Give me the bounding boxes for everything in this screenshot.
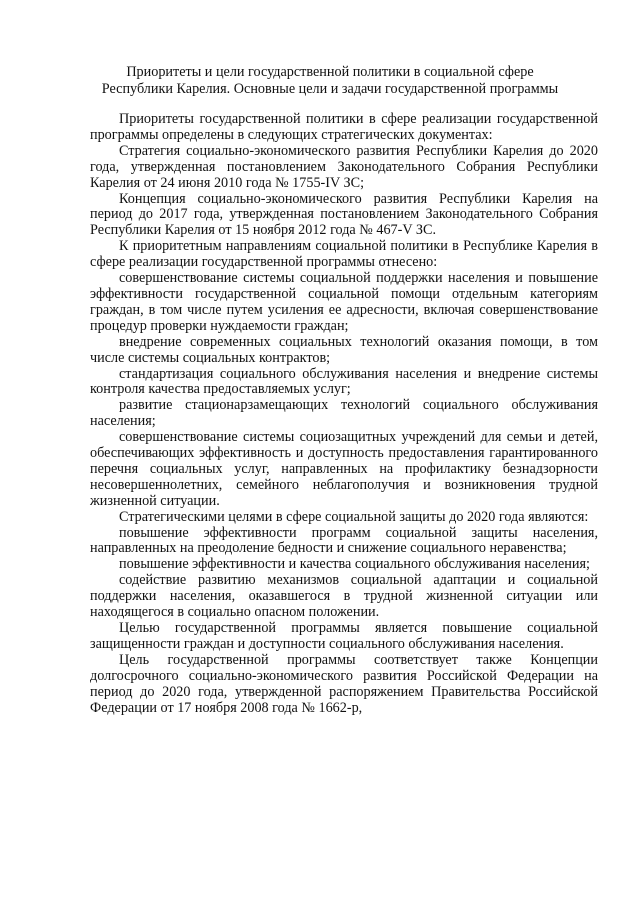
paragraph-social-institutions: совершенствование системы социозащитных учреждений для семьи и детей, обеспечивающих эффективность и доступность предоставления гарантированного перечня социальных услуг, направленных на профилактику безнадзорности несовершеннолетних, семейного неблагополучия и возникновения трудной жизненной ситуации. — [90, 429, 598, 509]
paragraph-adaptation-support: содействие развитию механизмов социальной адаптации и социальной поддержки населения, оказавшегося в трудной жизненной ситуации или находящегося в социально опасном положении. — [90, 572, 598, 621]
paragraph-modern-technologies: внедрение современных социальных технологий оказания помощи, в том числе системы социальных контрактов; — [90, 333, 598, 366]
paragraph-strategy-2020: Стратегия социально-экономического развития Республики Карелия до 2020 года, утвержденная постановлением Законодательного Собрания Республики Карелия от 24 июня 2010 года № 1755-IV ЗС; — [90, 142, 598, 191]
document-body — [90, 112, 598, 716]
paragraph-social-support: совершенствование системы социальной поддержки населения и повышение эффективности государственной социальной помощи отдельным категориям граждан, в том числе путем усиления ее адресности, включая совершенствование процедур проверки нуждаемости граждан; — [90, 270, 598, 334]
paragraph-stationary-replacement: развитие стационарзамещающих технологий социального обслуживания населения; — [90, 397, 598, 430]
paragraph-priorities-intro: Приоритеты государственной политики в сфере реализации государственной программы определены в следующих стратегических документах: — [90, 111, 598, 143]
paragraph-program-goal: Целью государственной программы является повышение социальной защищенности граждан и доступности социального обслуживания населения. — [90, 620, 598, 652]
document-title — [80, 64, 580, 98]
paragraph-standardization: стандартизация социального обслуживания населения и внедрение системы контроля качества предоставляемых услуг; — [90, 365, 598, 398]
paragraph-service-quality: повышение эффективности и качества социального обслуживания населения; — [119, 556, 590, 573]
paragraph-program-efficiency: повышение эффективности программ социальной защиты населения, направленных на преодоление бедности и снижение социального неравенства; — [90, 524, 598, 557]
paragraph-concept-2017: Концепция социально-экономического развития Республики Карелия на период до 2017 года, утвержденная постановлением Законодательного Собрания Республики Карелия от 15 ноября 2012 года № 467-V ЗС. — [90, 190, 598, 239]
paragraph-priority-directions-intro: К приоритетным направлениям социальной политики в Республике Карелия в сфере реализации государственной программы отнесено: — [90, 238, 598, 271]
paragraph-goal-conformity: Цель государственной программы соответствует также Концепции долгосрочного социально-экономического развития Российской Федерации на период до 2020 года, утвержденной распоряжением Правительства Российской Федерации от 17 ноября 2008 года № 1662-р, — [90, 651, 598, 716]
paragraph-strategic-goals-intro: Стратегическими целями в сфере социальной защиты до 2020 года являются: — [119, 508, 589, 525]
title-line-1: Приоритеты и цели государственной политики в социальной сфере — [126, 64, 534, 80]
title-line-2: Республики Карелия. Основные цели и задачи государственной программы — [101, 81, 559, 97]
